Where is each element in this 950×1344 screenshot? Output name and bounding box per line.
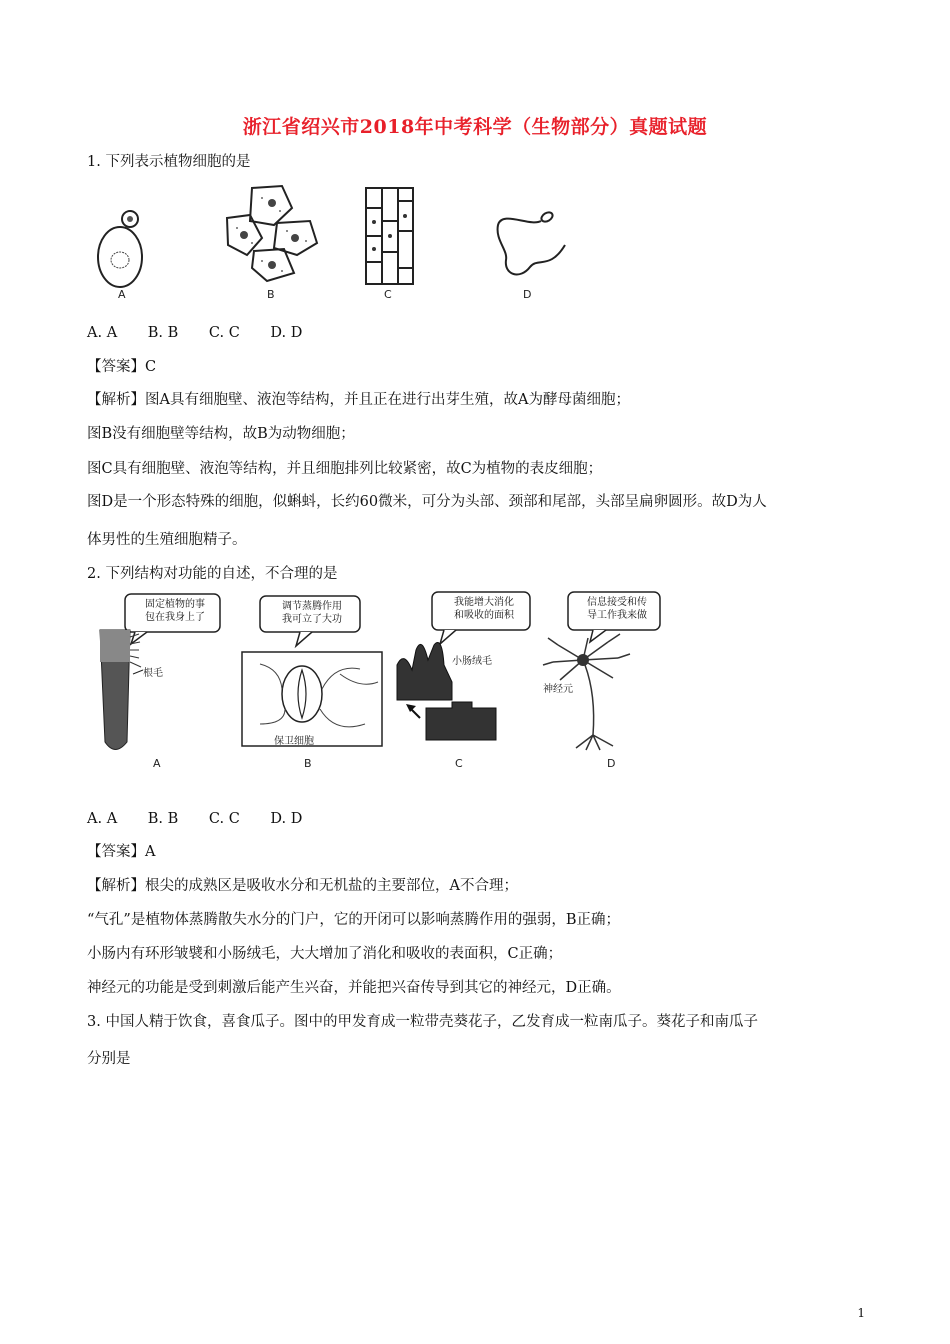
- q2-bubble-d: [572, 596, 662, 622]
- q1-analysis-line: 【解析】图A具有细胞壁、液泡等结构，并且正在进行出芽生殖，故A为酵母菌细胞；: [87, 392, 630, 408]
- page-title: 浙江省绍兴市2018年中考科学（生物部分）真题试题: [242, 116, 708, 138]
- q1-fig-label-d: D: [523, 288, 532, 301]
- q2-bubble-c: [436, 596, 532, 622]
- q2-fig-label-a: A: [153, 757, 161, 770]
- q2-option-c: C. C: [208, 811, 240, 827]
- q1-option-a: A. A: [87, 325, 118, 341]
- plant-epidermis-figure: [362, 186, 417, 286]
- q1-analysis-line: 体男性的生殖细胞精子。: [87, 532, 247, 548]
- sperm-cell-figure: [490, 205, 570, 285]
- q2-part-label-guard-cell: 保卫细胞: [274, 736, 314, 747]
- page-number: 1: [857, 1306, 865, 1320]
- q3-stem-line: 3. 中国人精于饮食，喜食瓜子。图中的甲发育成一粒带壳葵花子，乙发育成一粒南瓜子。葵花子和南瓜子: [87, 1014, 758, 1030]
- q1-option-d: D. D: [270, 325, 303, 341]
- q2-part-label-villi: 小肠绒毛: [452, 656, 492, 667]
- q1-fig-label-c: C: [384, 288, 392, 301]
- q2-analysis-line: 【解析】根尖的成熟区是吸收水分和无机盐的主要部位，A不合理；: [87, 878, 518, 894]
- q2-fig-label-d: D: [607, 757, 616, 770]
- q3-stem-line: 分别是: [87, 1051, 131, 1067]
- q1-answer: 【答案】C: [87, 359, 157, 375]
- q2-analysis-line: “气孔”是植物体蒸腾散失水分的门户，它的开闭可以影响蒸腾作用的强弱，B正确；: [87, 912, 620, 928]
- bubble-d-text: 信息接受和传 导工作我来做: [587, 597, 647, 621]
- q1-analysis-line: 图B没有细胞壁等结构，故B为动物细胞；: [87, 426, 355, 442]
- q1-analysis-line: 图D是一个形态特殊的细胞，似蝌蚪，长约60微米，可分为头部、颈部和尾部，头部呈扁卵圆形。故D为人: [87, 494, 767, 510]
- q2-answer: 【答案】A: [87, 844, 156, 860]
- q2-option-d: D. D: [270, 811, 303, 827]
- q1-fig-label-b: B: [267, 288, 275, 301]
- q2-part-label-root-hair: 根毛: [143, 668, 163, 679]
- q1-stem: 1. 下列表示植物细胞的是: [87, 154, 251, 170]
- q2-fig-label-c: C: [455, 757, 463, 770]
- q2-bubble-a: [130, 598, 220, 624]
- bubble-b-text: 调节蒸腾作用 我可立了大功: [282, 601, 342, 625]
- q1-analysis-line: 图C具有细胞壁、液泡等结构，并且细胞排列比较紧密，故C为植物的表皮细胞；: [87, 461, 603, 477]
- q1-option-b: B. B: [147, 325, 179, 341]
- q1-options: [87, 323, 328, 343]
- q2-fig-label-b: B: [304, 757, 312, 770]
- q2-stem: 2. 下列结构对功能的自述，不合理的是: [87, 566, 338, 582]
- q2-option-b: B. B: [147, 811, 179, 827]
- animal-cells-figure: [222, 183, 322, 283]
- bubble-a-text: 固定植物的事 包在我身上了: [145, 599, 205, 623]
- q2-part-label-neuron: 神经元: [543, 684, 573, 695]
- q2-bubble-b: [262, 600, 362, 626]
- q2-analysis-line: 小肠内有环形皱襞和小肠绒毛，大大增加了消化和吸收的表面积，C正确；: [87, 946, 563, 962]
- q1-option-c: C. C: [208, 325, 240, 341]
- q2-analysis-line: 神经元的功能是受到刺激后能产生兴奋，并能把兴奋传导到其它的神经元，D正确。: [87, 980, 621, 996]
- q1-fig-label-a: A: [118, 288, 126, 301]
- q2-option-a: A. A: [87, 811, 118, 827]
- bubble-c-text: 我能增大消化 和吸收的面积: [454, 597, 514, 621]
- q2-options: [87, 809, 328, 829]
- yeast-cell-figure: [92, 205, 152, 290]
